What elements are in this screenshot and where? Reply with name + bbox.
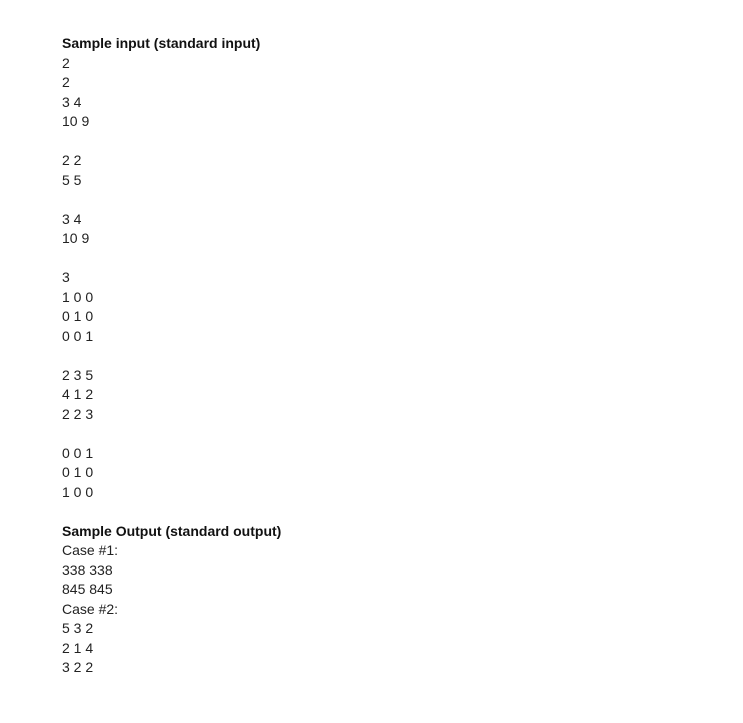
sample-input-line: 5 5 <box>62 171 82 188</box>
sample-input-line: 10 9 <box>62 230 90 246</box>
sample-input-blank-line <box>62 249 722 269</box>
sample-input-line: 1 0 0 <box>62 483 94 500</box>
sample-output-line: 5 3 2 <box>62 620 94 636</box>
sample-input-line: 0 1 0 <box>62 308 94 324</box>
sample-output-lines <box>62 541 722 678</box>
sample-input-line: 2 <box>62 74 70 90</box>
sample-input-line: 2 2 3 <box>62 405 94 422</box>
sample-input-line: 10 9 <box>62 113 90 129</box>
sample-input-line: 0 0 1 <box>62 327 94 344</box>
sample-input-line: 0 1 0 <box>62 464 94 480</box>
sample-output-line: Case #2: <box>62 600 119 617</box>
sample-input-line: 4 1 2 <box>62 386 94 402</box>
sample-input-line: 3 4 <box>62 93 82 110</box>
sample-input-blank-line <box>62 502 722 522</box>
sample-input-blank-line <box>62 190 722 210</box>
sample-output-line: 2 1 4 <box>62 639 94 656</box>
sample-output-section <box>62 522 722 678</box>
sample-input-line: 2 3 5 <box>62 366 94 383</box>
sample-input-line: 2 2 <box>62 152 82 168</box>
sample-output-line: 338 338 <box>62 561 113 578</box>
sample-input-lines <box>62 54 722 522</box>
sample-output-heading: Sample Output (standard output) <box>62 522 282 539</box>
sample-input-blank-line <box>62 424 722 444</box>
sample-input-section <box>62 34 722 522</box>
sample-input-line: 0 0 1 <box>62 444 94 461</box>
sample-input-blank-line <box>62 346 722 366</box>
sample-input-heading: Sample input (standard input) <box>62 35 261 51</box>
sample-output-line: Case #1: <box>62 542 119 558</box>
sample-output-line: 845 845 <box>62 581 113 597</box>
sample-input-line: 3 <box>62 269 70 285</box>
sample-input-line: 1 0 0 <box>62 288 94 305</box>
problem-samples <box>62 34 722 678</box>
sample-input-blank-line <box>62 132 722 152</box>
sample-input-line: 2 <box>62 54 70 71</box>
sample-input-line: 3 4 <box>62 210 82 227</box>
sample-output-line: 3 2 2 <box>62 659 94 675</box>
